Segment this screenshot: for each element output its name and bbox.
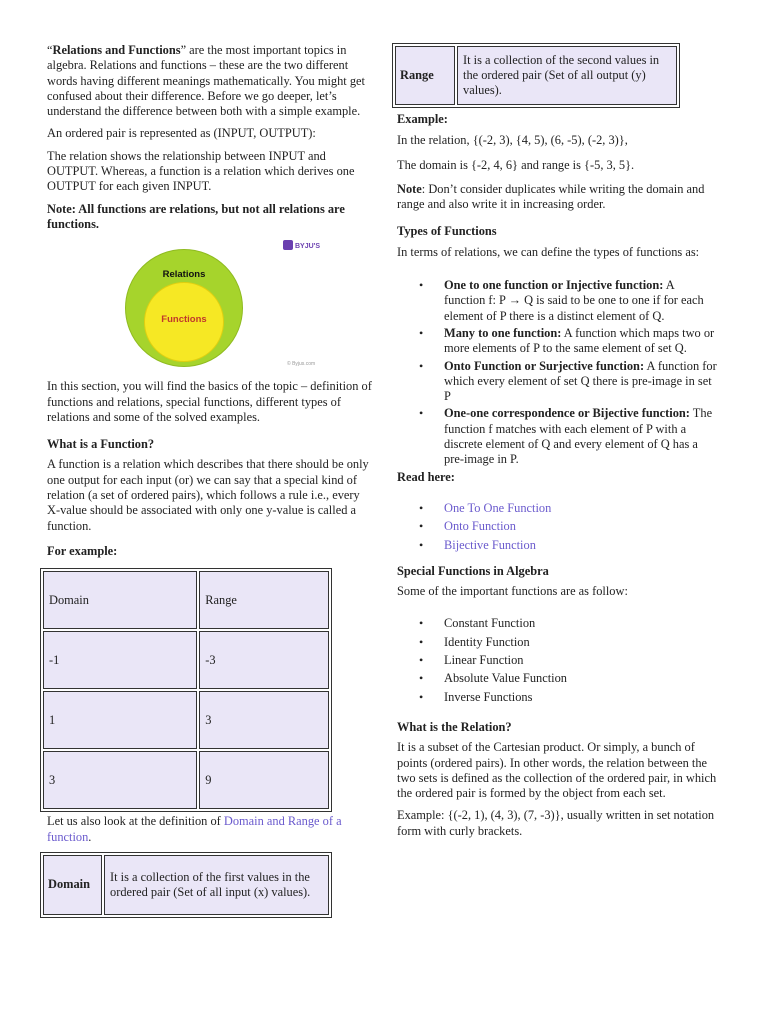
relation-example: Example: {(-2, 1), (4, 3), (7, -3)}, usually written in set notation form with curly brackets.	[397, 808, 715, 838]
intro-paragraph	[47, 43, 372, 119]
table-row	[43, 855, 329, 915]
table-cell: -3	[199, 631, 329, 689]
type-desc: The function f matches with each element of P with a discrete element of Q and every element of Q has a pre-image in P.	[444, 406, 713, 467]
table-row	[43, 691, 329, 749]
type-desc: A function for which every element of set Q there is pre-image in set P	[444, 358, 717, 404]
table-cell: 3	[43, 751, 197, 809]
byjus-logo	[283, 239, 321, 251]
range-key-cell: Range	[395, 46, 455, 105]
left-column	[47, 43, 372, 918]
list-item: • Identity Function	[397, 635, 717, 650]
logo-text: BYJU'S	[295, 243, 321, 251]
list-item	[397, 538, 717, 553]
table-row	[395, 46, 677, 105]
list-item	[397, 501, 717, 516]
relations-functions-diagram	[47, 239, 321, 368]
bijective-function-link[interactable]: Bijective Function	[444, 537, 536, 552]
type-desc: A function which maps two or more elements of P to the same element of set Q.	[444, 325, 715, 356]
watermark: © Byjus.com	[287, 361, 316, 368]
what-is-function-text: A function is a relation which describes that there should be only one output for each input (or) we can say that a special kind of relation (a set of ordered pairs), which follows a rule i.e., every X-value should be associated with only one y-value is called a function.	[47, 457, 369, 533]
table-row	[43, 631, 329, 689]
special-intro: Some of the important functions are as follow:	[397, 584, 628, 599]
for-example-heading: For example:	[47, 543, 118, 558]
type-term: Many to one function:	[444, 325, 562, 340]
note-duplicates	[397, 182, 717, 213]
type-term: Onto Function or Surjective function:	[444, 358, 645, 373]
example-domain: The domain is {-2, 4, 6} and range is {-5, 3, 5}.	[397, 157, 635, 172]
list-item	[397, 278, 717, 324]
one-to-one-link[interactable]: One To One Function	[444, 500, 552, 515]
type-term: One-one correspondence or Bijective function:	[444, 406, 690, 421]
range-value-cell: It is a collection of the second values in the ordered pair (Set of all output (y) values).	[457, 46, 677, 105]
section-intro-paragraph: In this section, you will find the basics of the topic – definition of functions and relations, special functions, different types of relations and some of the solved examples.	[47, 379, 372, 424]
type-desc: A function f: P → Q is said to be one to one if for each element of P there is a distinct element of Q.	[444, 278, 704, 323]
intro-rest: ” are the most important topics in algebra. Relations and functions – these are the two different words having different meanings mathematically. You might get confused about their difference. Before we go deeper, let’s understand the difference between both with a simple example.	[47, 43, 365, 119]
functions-label: Functions	[161, 314, 207, 326]
note-label: Note	[397, 181, 422, 196]
table-cell: 1	[43, 691, 197, 749]
types-intro: In terms of relations, we can define the types of functions as:	[397, 244, 700, 259]
domain-range-table	[40, 568, 332, 812]
table-header-cell: Range	[199, 571, 329, 629]
list-item: • Linear Function	[397, 653, 717, 668]
relations-label: Relations	[162, 269, 206, 281]
note-text: : Don’t consider duplicates while writing the domain and range and also write it in increasing order.	[397, 181, 705, 212]
domain-range-link[interactable]: Domain and Range of a function	[47, 814, 342, 844]
read-links-list	[397, 501, 717, 553]
logo-mark-icon	[283, 240, 293, 250]
domain-value-cell: It is a collection of the first values in the ordered pair (Set of all input (x) values).	[104, 855, 329, 915]
table-cell: -1	[43, 631, 197, 689]
list-item	[397, 326, 717, 357]
look-at-suffix: .	[88, 829, 92, 844]
look-at-prefix: Let us also look at the definition of	[47, 814, 224, 829]
list-item	[397, 406, 717, 467]
domain-key-cell: Domain	[43, 855, 102, 915]
special-functions-heading: Special Functions in Algebra	[397, 563, 549, 578]
look-at-paragraph	[47, 814, 372, 845]
list-item: • Inverse Functions	[397, 690, 717, 705]
range-definition-table	[392, 43, 680, 108]
ordered-pair-paragraph: An ordered pair is represented as (INPUT, OUTPUT):	[47, 126, 316, 141]
example-heading: Example:	[397, 112, 448, 126]
list-item	[397, 519, 717, 534]
domain-definition-table	[40, 852, 332, 918]
relation-heading: What is the Relation?	[397, 719, 512, 734]
table-row	[43, 571, 329, 629]
relation-text: It is a subset of the Cartesian product. Or simply, a bunch of points (ordered pairs). In other words, the relation between the two sets is defined as the collection of the ordered pair, in which the ordered pair is formed by the object from each set.	[397, 740, 717, 801]
what-is-function-heading: What is a Function?	[47, 437, 155, 452]
table-row	[43, 751, 329, 809]
list-item	[397, 359, 717, 405]
onto-function-link[interactable]: Onto Function	[444, 519, 516, 534]
special-functions-list	[397, 616, 717, 704]
list-item: • Absolute Value Function	[397, 671, 717, 686]
table-cell: 9	[199, 751, 329, 809]
table-cell: 3	[199, 691, 329, 749]
read-here-heading: Read here:	[397, 469, 455, 484]
list-item: • Constant Function	[397, 616, 717, 631]
types-list	[397, 278, 717, 468]
table-header-cell: Domain	[43, 571, 197, 629]
open-quote: “	[47, 43, 53, 57]
note-all-functions: Note: All functions are relations, but not all relations are functions.	[47, 201, 345, 231]
example-relation: In the relation, {(-2, 3), {4, 5), (6, -5), (-2, 3)},	[397, 133, 628, 148]
type-term: One to one function or Injective function:	[444, 278, 664, 293]
right-column	[397, 43, 717, 846]
relation-shows-paragraph: The relation shows the relationship between INPUT and OUTPUT. Whereas, a function is a relation which derives one OUTPUT for each given INPUT.	[47, 148, 355, 194]
types-heading: Types of Functions	[397, 224, 497, 239]
intro-bold-term: Relations and Functions	[52, 43, 181, 57]
